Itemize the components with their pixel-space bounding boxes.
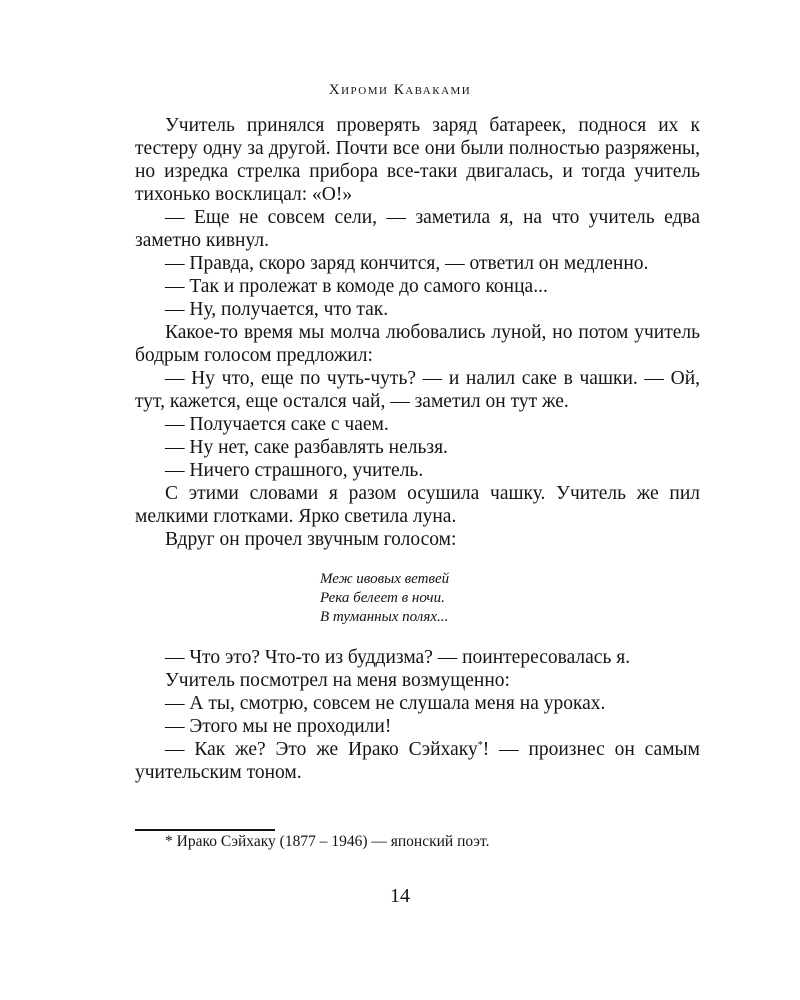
running-head: Хироми Каваками: [328, 82, 472, 98]
poem: [320, 570, 700, 627]
footnote-divider: [135, 829, 275, 831]
paragraph: — Так и пролежат в комоде до самого конца...: [165, 276, 548, 297]
poem-line: Меж ивовых ветвей: [320, 571, 450, 587]
paragraph: — А ты, смотрю, совсем не слушала меня на уроках.: [165, 693, 606, 714]
paragraph: — Ничего страшного, учитель.: [165, 460, 424, 481]
paragraph: Учитель принялся проверять заряд батареек, поднося их к тестеру одну за другой. Почти все они были полностью разряжены, но изредка стрелка прибора все-таки двигалась, и тогда учитель тихонько восклицал: «О!»: [135, 115, 700, 205]
paragraph: С этими словами я разом осушила чашку. Учитель же пил мелкими глотками. Ярко светила луна.: [135, 483, 700, 527]
paragraph: Учитель посмотрел на меня возмущенно:: [165, 670, 510, 691]
paragraph: — Ну что, еще по чуть-чуть? — и налил саке в чашки. — Ой, тут, кажется, еще остался чай, — заметил он тут же.: [135, 368, 700, 412]
paragraph-with-footnote: [135, 738, 700, 784]
paragraph: — Ну, получается, что так.: [165, 299, 389, 320]
paragraph: — Правда, скоро заряд кончится, — ответил он медленно.: [165, 253, 649, 274]
paragraph: — Ну нет, саке разбавлять нельзя.: [165, 437, 448, 458]
paragraph: — Этого мы не проходили!: [165, 716, 392, 737]
footnote: * Ирако Сэйхаку (1877 – 1946) — японский поэт.: [165, 833, 490, 850]
body-text: [135, 114, 700, 784]
page-number: 14: [390, 885, 410, 907]
paragraph-text: — Как же? Это же Ирако Сэйхаку: [165, 739, 478, 760]
poem-line: В туманных полях...: [320, 609, 449, 625]
paragraph: Вдруг он прочел звучным голосом:: [165, 529, 457, 550]
paragraph: — Что это? Что-то из буддизма? — поинтересовалась я.: [165, 647, 631, 668]
footnote-reference: *: [477, 740, 483, 751]
paragraph: — Еще не совсем сели, — заметила я, на что учитель едва заметно кивнул.: [135, 207, 700, 251]
paragraph: Какое-то время мы молча любовались луной, но потом учитель бодрым голосом предложил:: [135, 322, 700, 366]
paragraph-text: ! — произнес он самым учительским тоном.: [135, 739, 700, 783]
paragraph: — Получается саке с чаем.: [165, 414, 389, 435]
poem-line: Река белеет в ночи.: [320, 590, 445, 606]
